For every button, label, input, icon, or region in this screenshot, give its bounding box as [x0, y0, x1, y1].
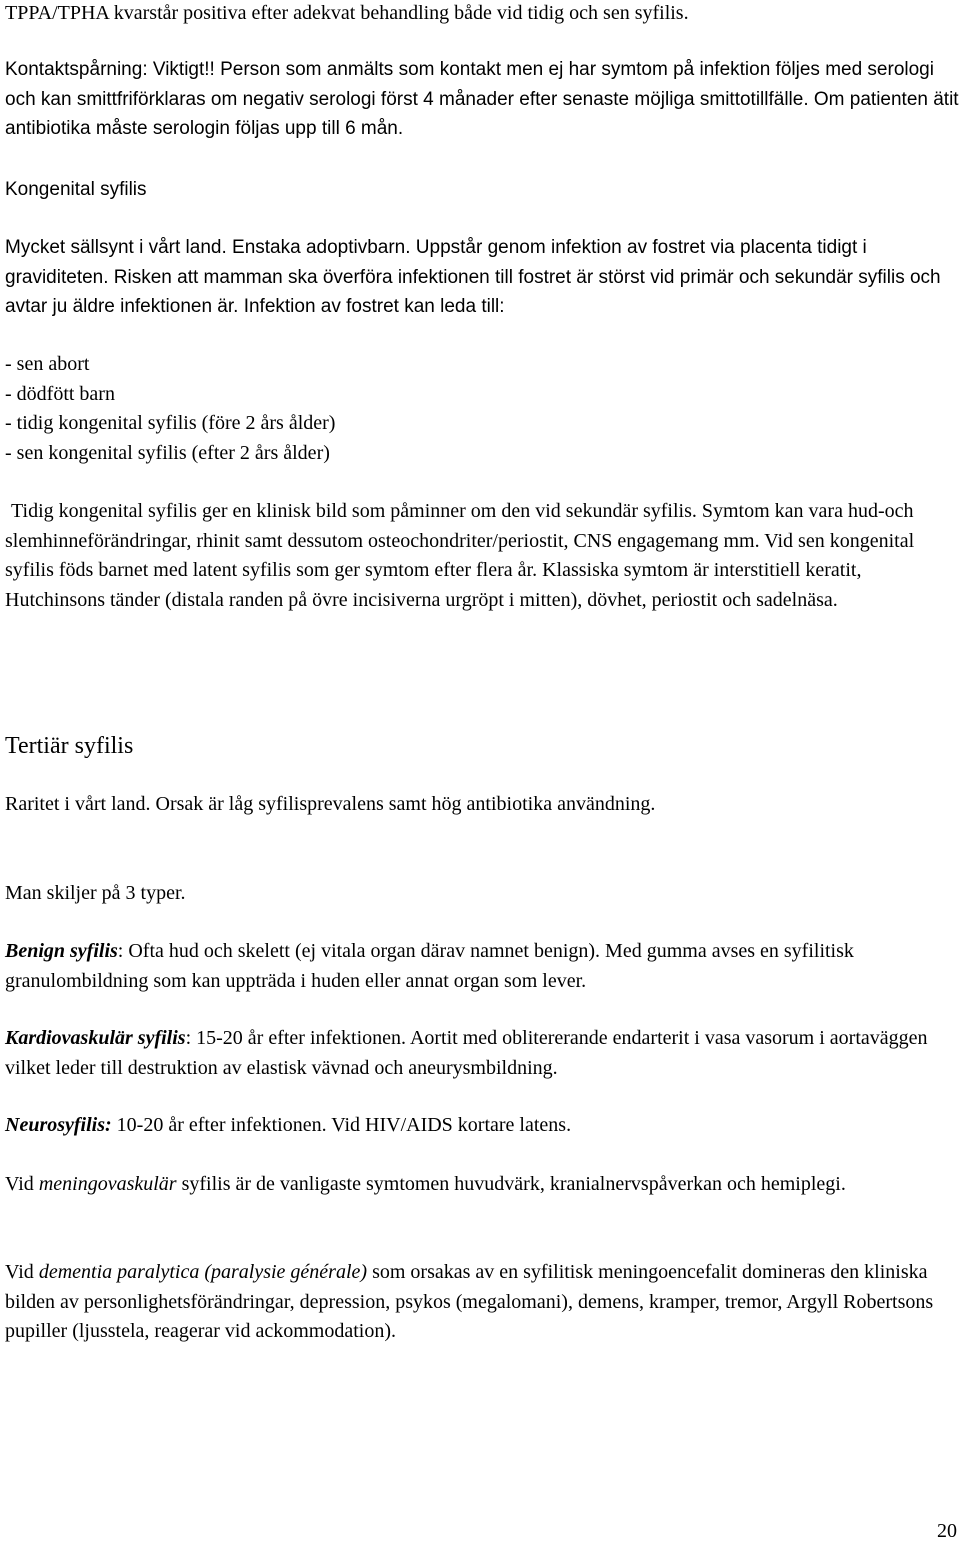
dementia-description: som orsakas av en syfilitisk meningoencefalit domineras den kliniska bilden av personlighetsförändringar, depression, psykos (megalomani), demens, kramper, tremor, Argyll Robertsons pupiller (ljusstela, reagerar vid ackommodation).: [5, 1261, 934, 1342]
kongenital-heading: Kongenital syfilis: [5, 179, 147, 200]
dementia-prefix: Vid: [5, 1261, 39, 1283]
kardio-paragraph: [5, 1024, 957, 1083]
list-item: - dödfött barn: [5, 382, 115, 405]
neuro-paragraph: [5, 1111, 957, 1141]
neuro-description: 10-20 år efter infektionen. Vid HIV/AIDS kortare latens.: [111, 1114, 572, 1136]
meningo-term: meningovaskulär: [38, 1173, 177, 1195]
benign-paragraph: [5, 937, 957, 996]
meningo-paragraph: [5, 1170, 940, 1200]
kardio-term: Kardiovaskulär syfilis: [5, 1027, 186, 1049]
tppa-paragraph: TPPA/TPHA kvarstår positiva efter adekvat behandling både vid tidig och sen syfilis.: [5, 2, 689, 24]
kardio-description: : 15-20 år efter infektionen. Aortit med oblitererande endarterit i vasa vasorum i aortaväggen vilket leder till destruktion av elastisk vävnad och aneurysmbildning.: [5, 1027, 928, 1079]
meningo-description: syfilis är de vanligaste symtomen huvudvärk, kranialnervspåverkan och hemiplegi.: [176, 1173, 846, 1195]
list-item: - sen abort: [5, 353, 90, 375]
kontakt-paragraph: Kontaktspårning: Viktigt!! Person som anmälts som kontakt men ej har symtom på infektion följes med serologi och kan smittfriförklaras om negativ serologi först 4 månader efter senaste möjliga smittotillfälle. Om patienten ätit antibiotika måste serologin följas upp till 6 mån.: [5, 59, 959, 139]
benign-description: : Ofta hud och skelett (ej vitala organ därav namnet benign). Med gumma avses en syfilitisk granulombildning som kan uppträda i huden eller annat organ som lever.: [5, 940, 854, 992]
meningo-prefix: Vid: [5, 1173, 39, 1195]
kongenital-outcome-list: [5, 350, 335, 468]
raritet-paragraph: Raritet i vårt land. Orsak är låg syfilisprevalens samt hög antibiotika användning.: [5, 793, 656, 815]
neuro-term: Neurosyfilis:: [5, 1114, 112, 1136]
dementia-paragraph: [5, 1258, 957, 1347]
kongenital-intro-paragraph: Mycket sällsynt i vårt land. Enstaka adoptivbarn. Uppstår genom infektion av fostret via placenta tidigt i graviditeten. Risken att mamman ska överföra infektionen till fostret är störst vid primär och sekundär syfilis och avtar ju äldre infektionen är. Infektion av fostret kan leda till:: [5, 237, 941, 317]
page-number: 20: [937, 1520, 957, 1542]
list-item: - sen kongenital syfilis (efter 2 års ålder): [5, 441, 330, 464]
tertiar-heading: Tertiär syfilis: [5, 733, 134, 759]
kongenital-symptom-paragraph: Tidig kongenital syfilis ger en klinisk bild som påminner om den vid sekundär syfilis. Symtom kan vara hud-och slemhinneförändringar, rhinit samt dessutom osteochondriter/periostit, CNS engagemang mm. Vid sen kongenital syfilis föds barnet med latent syfilis som ger symtom efter flera år. Klassiska symtom är interstitiell keratit, Hutchinsons tänder (distala randen på övre incisiverna urgröpt i mitten), dövhet, periostit och sadelnäsa.: [5, 500, 915, 611]
dementia-term: dementia paralytica (paralysie générale): [38, 1261, 368, 1283]
list-item: - tidig kongenital syfilis (före 2 års ålder): [5, 412, 336, 434]
typer-paragraph: Man skiljer på 3 typer.: [5, 882, 186, 904]
benign-term: Benign syfilis: [5, 940, 118, 962]
